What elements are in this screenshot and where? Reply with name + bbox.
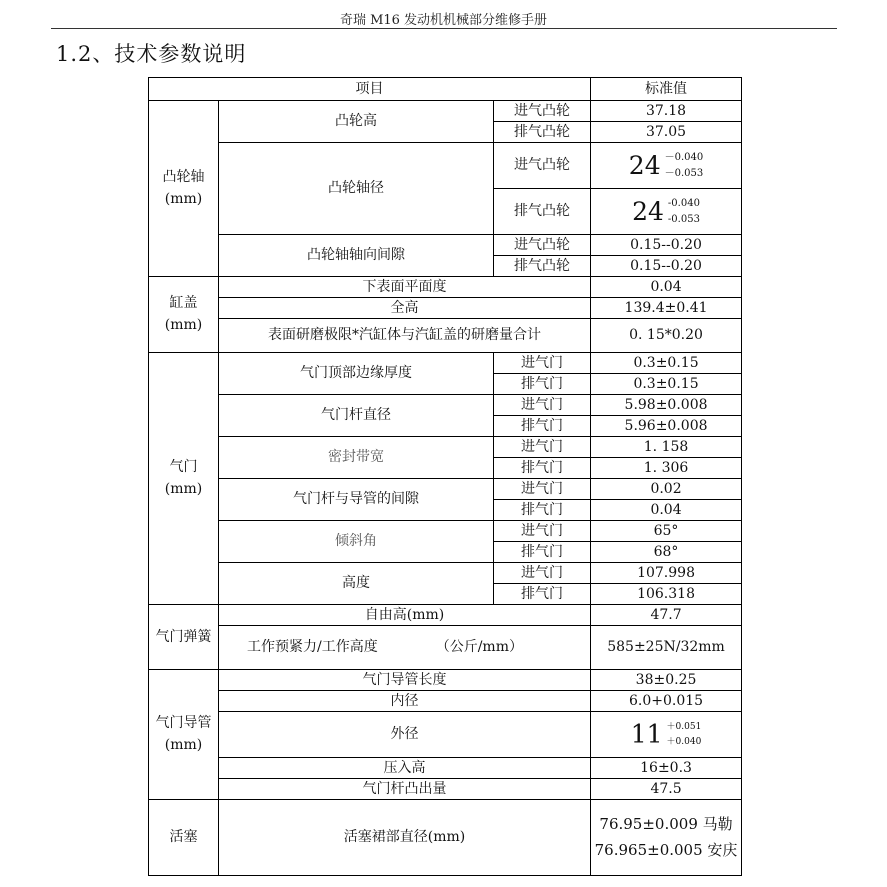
item-outer-diameter: 外径 (219, 712, 591, 758)
table-row (149, 437, 742, 458)
value-cell: 37.05 (591, 122, 742, 143)
group-valve (149, 353, 219, 605)
sub-exhaust: 排气凸轮 (494, 256, 591, 277)
group-unit: (mm) (164, 736, 203, 753)
value-cell: 585±25N/32mm (591, 626, 742, 670)
tol-upper: ＋0.051 (666, 722, 702, 733)
value-cell: 1. 306 (591, 458, 742, 479)
table-row (149, 395, 742, 416)
value-cell (591, 189, 742, 235)
item-preload (219, 626, 591, 670)
table-row (149, 298, 742, 319)
tol-upper: -0.040 (667, 197, 700, 209)
item-stem-diameter: 气门杆直径 (219, 395, 494, 437)
value-base: 24 (632, 196, 664, 226)
value-base: 24 (628, 150, 661, 180)
group-label: 缸盖 (169, 294, 198, 311)
value-cell (591, 712, 742, 758)
value-cell: 107.998 (591, 563, 742, 584)
item-stem-clearance: 气门杆与导管的间隙 (219, 479, 494, 521)
item-face-angle: 倾斜角 (219, 521, 494, 563)
item-inner-diameter: 内径 (219, 691, 591, 712)
group-unit: (mm) (164, 190, 203, 207)
sub-exhaust: 排气门 (494, 584, 591, 605)
header-standard: 标准值 (591, 78, 742, 101)
value-cell: 106.318 (591, 584, 742, 605)
table-row (149, 235, 742, 256)
sub-intake: 进气凸轮 (494, 143, 591, 189)
table-row (149, 712, 742, 758)
value-cell: 68° (591, 542, 742, 563)
item-press-height: 压入高 (219, 758, 591, 779)
value-base: 11 (630, 719, 663, 749)
tolerance (668, 196, 700, 228)
value-cell (591, 800, 742, 876)
value-cell: 65° (591, 521, 742, 542)
group-unit: (mm) (164, 480, 203, 497)
group-unit: (mm) (164, 316, 203, 333)
preload-unit: （公斤/mm） (435, 639, 523, 656)
preload-label: 工作预紧力/工作高度 (247, 639, 378, 656)
value-cell: 1. 158 (591, 437, 742, 458)
sub-exhaust: 排气门 (494, 542, 591, 563)
value-cell: 0.3±0.15 (591, 374, 742, 395)
spec-table (148, 77, 742, 876)
tolerance (665, 150, 704, 182)
value-cell: 0.15--0.20 (591, 235, 742, 256)
table-row (149, 691, 742, 712)
value-cell: 6.0+0.015 (591, 691, 742, 712)
value-cell: 139.4±0.41 (591, 298, 742, 319)
item-seat-width: 密封带宽 (219, 437, 494, 479)
item-free-height: 自由高(mm) (219, 605, 591, 626)
group-spring: 气门弹簧 (149, 605, 219, 670)
value-cell: 0.04 (591, 277, 742, 298)
table-row (149, 319, 742, 353)
tol-lower: －0.053 (664, 167, 704, 179)
table-header-row (149, 78, 742, 101)
sub-exhaust: 排气凸轮 (494, 189, 591, 235)
group-label: 气门导管 (155, 714, 212, 731)
sub-intake: 进气门 (494, 395, 591, 416)
group-piston: 活塞 (149, 800, 219, 876)
tol-lower: -0.053 (667, 213, 700, 225)
value-line: 76.95±0.009 马勒 (599, 815, 733, 833)
sub-intake: 进气凸轮 (494, 235, 591, 256)
value-cell: 0. 15*0.20 (591, 319, 742, 353)
item-stem-protrusion: 气门杆凸出量 (219, 779, 591, 800)
section-title: 1.2、技术参数说明 (56, 42, 247, 66)
value-cell: 0.04 (591, 500, 742, 521)
tolerance (667, 720, 702, 749)
sub-intake: 进气门 (494, 479, 591, 500)
table-row (149, 101, 742, 122)
value-cell: 5.96±0.008 (591, 416, 742, 437)
sub-exhaust: 排气门 (494, 416, 591, 437)
group-label: 气门 (169, 458, 198, 475)
item-valve-margin: 气门顶部边缘厚度 (219, 353, 494, 395)
value-cell: 38±0.25 (591, 670, 742, 691)
item-axial-clearance: 凸轮轴轴向间隙 (219, 235, 494, 277)
table-row (149, 800, 742, 876)
value-cell: 47.7 (591, 605, 742, 626)
item-valve-height: 高度 (219, 563, 494, 605)
value-cell: 0.02 (591, 479, 742, 500)
page-header: 奇瑞 M16 发动机机械部分维修手册 (339, 13, 548, 28)
table-row (149, 605, 742, 626)
sub-exhaust: 排气凸轮 (494, 122, 591, 143)
table-row (149, 353, 742, 374)
table-row (149, 521, 742, 542)
table-row (149, 479, 742, 500)
sub-intake: 进气门 (494, 353, 591, 374)
item-guide-length: 气门导管长度 (219, 670, 591, 691)
group-guide (149, 670, 219, 800)
header-item: 项目 (149, 78, 591, 101)
item-total-height: 全高 (219, 298, 591, 319)
value-cell: 0.15--0.20 (591, 256, 742, 277)
table-row (149, 626, 742, 670)
group-label: 凸轮轴 (162, 168, 205, 185)
tol-lower: ＋0.040 (666, 736, 702, 747)
value-line: 76.965±0.005 安庆 (594, 840, 738, 859)
table-row (149, 277, 742, 298)
sub-intake: 进气门 (494, 563, 591, 584)
item-skirt-diameter: 活塞裙部直径(mm) (219, 800, 591, 876)
value-cell: 5.98±0.008 (591, 395, 742, 416)
sub-intake: 进气凸轮 (494, 101, 591, 122)
value-cell: 0.3±0.15 (591, 353, 742, 374)
value-cell: 37.18 (591, 101, 742, 122)
sub-exhaust: 排气门 (494, 500, 591, 521)
table-row (149, 779, 742, 800)
item-grind-limit: 表面研磨极限*汽缸体与汽缸盖的研磨量合计 (219, 319, 591, 353)
group-camshaft (149, 101, 219, 277)
item-flatness: 下表面平面度 (219, 277, 591, 298)
sub-intake: 进气门 (494, 437, 591, 458)
sub-intake: 进气门 (494, 521, 591, 542)
item-lobe-height: 凸轮高 (219, 101, 494, 143)
group-head (149, 277, 219, 353)
table-row (149, 563, 742, 584)
sub-exhaust: 排气门 (494, 458, 591, 479)
value-cell: 47.5 (591, 779, 742, 800)
value-cell: 16±0.3 (591, 758, 742, 779)
table-row (149, 143, 742, 189)
sub-exhaust: 排气门 (494, 374, 591, 395)
header-rule (51, 28, 837, 29)
item-journal: 凸轮轴径 (219, 143, 494, 235)
table-row (149, 758, 742, 779)
table-row (149, 670, 742, 691)
value-cell (591, 143, 742, 189)
tol-upper: －0.040 (664, 151, 704, 163)
